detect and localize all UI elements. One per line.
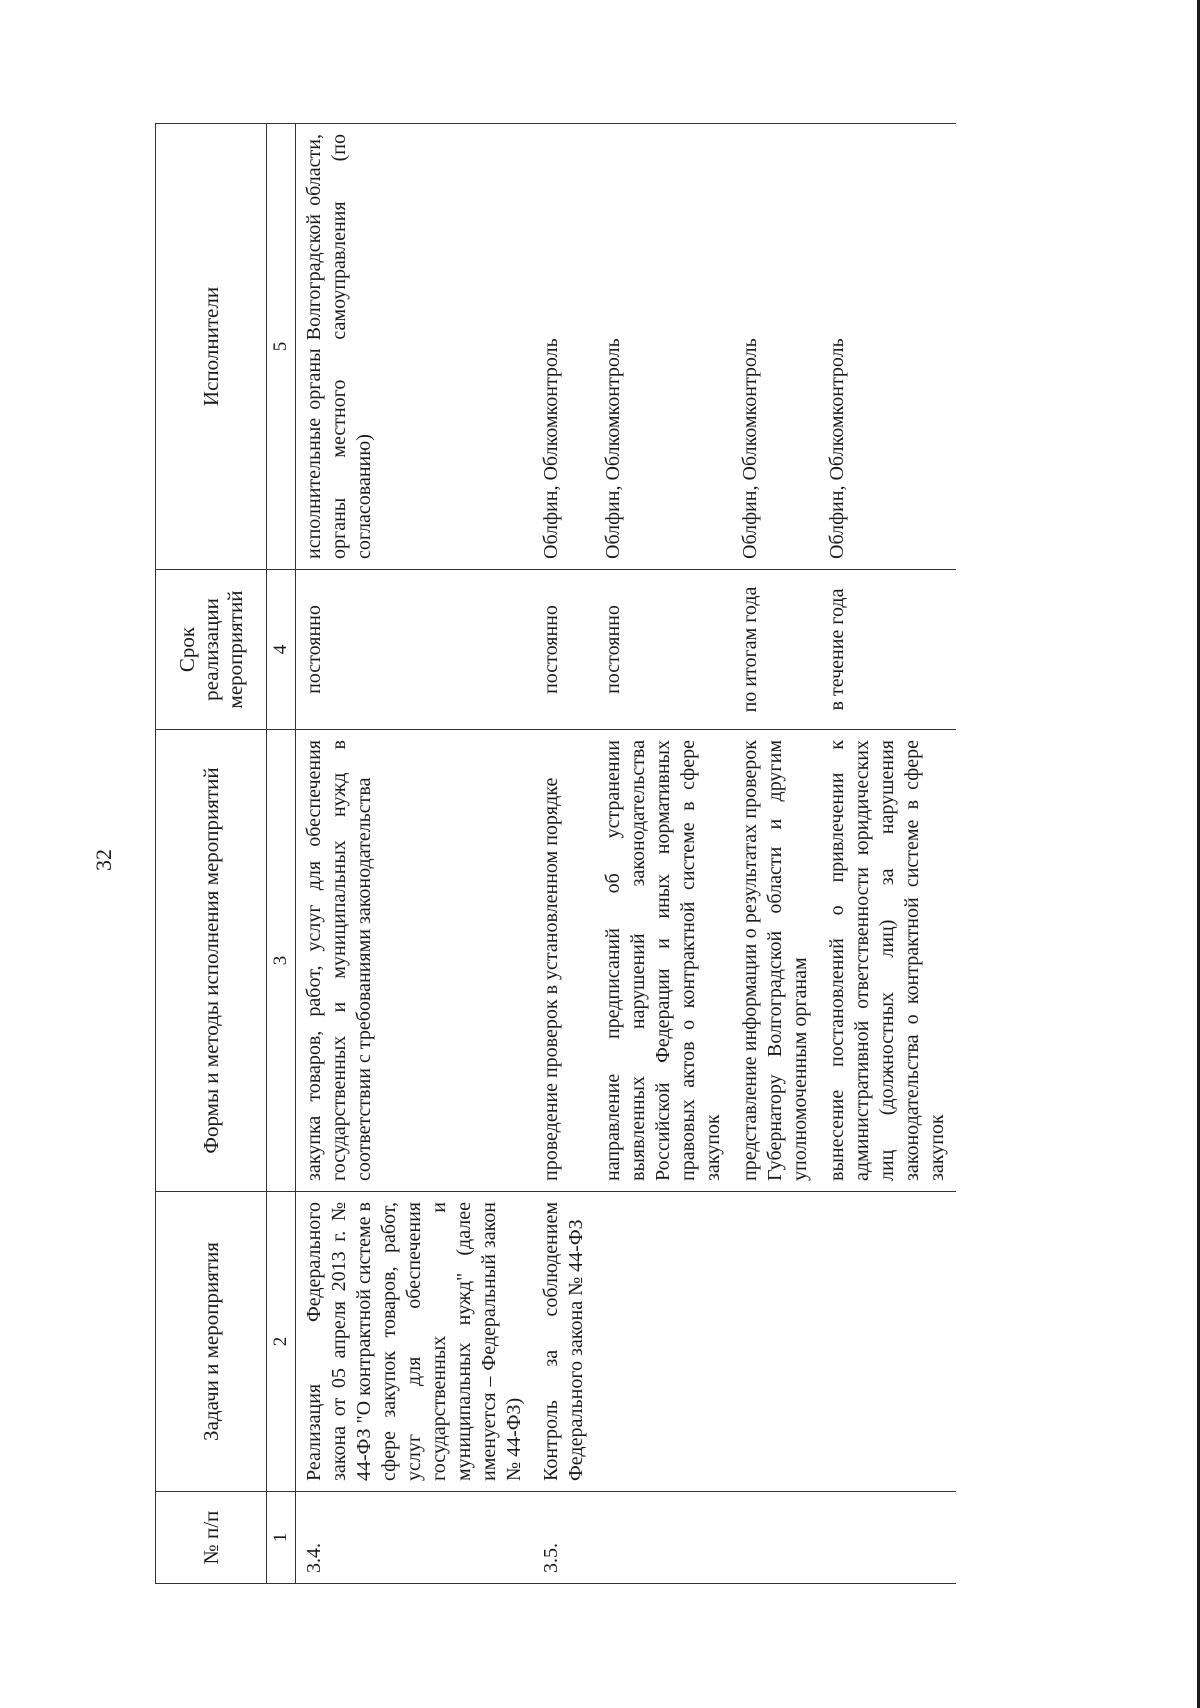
row-number	[595, 1492, 732, 1584]
executor-cell: Облфин, Облкомконтроль	[732, 124, 819, 570]
term-cell: по итогам года	[732, 570, 819, 730]
task-cell	[595, 1192, 732, 1492]
task-cell	[819, 1192, 956, 1492]
term-cell: в течение года	[819, 570, 956, 730]
method-cell: проведение проверок в установленном порядке	[533, 730, 595, 1192]
task-cell	[732, 1192, 819, 1492]
header-row	[156, 124, 267, 1584]
task-cell: Контроль за соблюдением Федерального закона № 44-ФЗ	[533, 1192, 595, 1492]
table-row	[732, 124, 819, 1584]
term-cell: постоянно	[296, 570, 534, 730]
term-cell: постоянно	[533, 570, 595, 730]
method-cell: направление предписаний об устранении выявленных нарушений законодательства Российской Федерации и иных нормативных правовых актов о контрактной системе в сфере закупок	[595, 730, 732, 1192]
table-row	[533, 124, 595, 1584]
method-cell: представление информации о результатах проверок Губернатору Волгоградской области и другим уполномоченным органам	[732, 730, 819, 1192]
row-number	[732, 1492, 819, 1584]
column-number: 4	[267, 570, 296, 730]
row-number	[819, 1492, 956, 1584]
executor-cell: Облфин, Облкомконтроль	[533, 124, 595, 570]
row-number: 3.4.	[296, 1492, 534, 1584]
method-cell: закупка товаров, работ, услуг для обеспечения государственных и муниципальных нужд в соответствии с требованиями законодательства	[296, 730, 534, 1192]
column-number: 3	[267, 730, 296, 1192]
header-term: Срок реализации мероприятий	[156, 570, 267, 730]
table-row	[819, 124, 956, 1584]
column-number: 5	[267, 124, 296, 570]
page-number: 32	[91, 849, 116, 871]
executor-cell: Облфин, Облкомконтроль	[819, 124, 956, 570]
rotated-page-content	[155, 124, 1135, 1584]
executor-cell: Облфин, Облкомконтроль	[595, 124, 732, 570]
header-tasks: Задачи и мероприятия	[156, 1192, 267, 1492]
header-executors: Исполнители	[156, 124, 267, 570]
column-number: 1	[267, 1492, 296, 1584]
measures-table	[155, 123, 956, 1584]
row-number: 3.5.	[533, 1492, 595, 1584]
term-cell: постоянно	[595, 570, 732, 730]
header-methods: Формы и методы исполнения мероприятий	[156, 730, 267, 1192]
column-number: 2	[267, 1192, 296, 1492]
table-row	[296, 124, 534, 1584]
header-number: № п/п	[156, 1492, 267, 1584]
method-cell: вынесение постановлений о привлечении к административной ответственности юридических лиц (должностных лиц) за нарушения законодательства о контрактной системе в сфере закупок	[819, 730, 956, 1192]
table-row	[595, 124, 732, 1584]
executor-cell: исполнительные органы Волгоградской области, органы местного самоуправления (по согласованию)	[296, 124, 534, 570]
column-number-row	[267, 124, 296, 1584]
task-cell: Реализация Федерального закона от 05 апреля 2013 г. № 44-ФЗ "О контрактной системе в сфере закупок товаров, работ, услуг для обеспечения государственных и муниципальных нужд" (далее именуется – Федеральный закон № 44-ФЗ)	[296, 1192, 534, 1492]
